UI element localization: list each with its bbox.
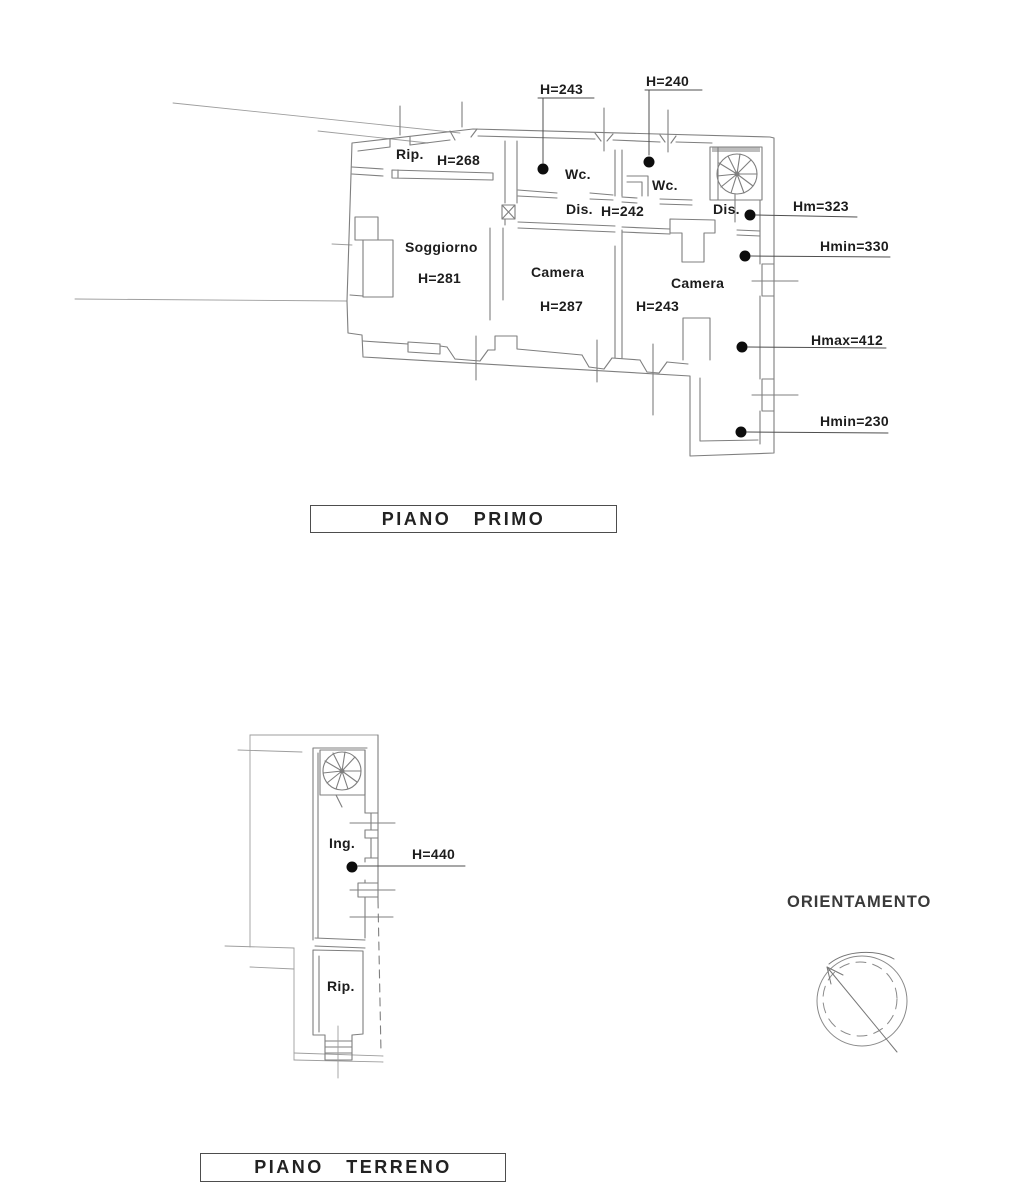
label-soggiorno: Soggiorno bbox=[405, 239, 478, 255]
compass-outer-circle bbox=[817, 956, 907, 1046]
closet-outline bbox=[670, 219, 715, 262]
label-rip-ground-floor: Rip. bbox=[327, 978, 355, 994]
dot-hmin230 bbox=[736, 427, 747, 438]
bottom-wall-windows bbox=[408, 336, 667, 415]
dot-h440 bbox=[347, 862, 358, 873]
dot-hm323 bbox=[745, 210, 756, 221]
label-camera-right: Camera bbox=[671, 275, 725, 291]
ground-floor-title-box bbox=[200, 1153, 506, 1182]
label-camera-center: Camera bbox=[531, 264, 585, 280]
label-hm323: Hm=323 bbox=[793, 198, 849, 214]
label-h243-camera: H=243 bbox=[636, 298, 680, 314]
orientation-label: ORIENTAMENTO bbox=[787, 893, 932, 911]
first-floor-plan bbox=[75, 90, 890, 456]
top-wall-windows bbox=[390, 102, 676, 152]
label-dis-right: Dis. bbox=[713, 201, 740, 217]
measurement-dots-first-floor bbox=[538, 157, 756, 438]
north-arrow bbox=[827, 952, 897, 1052]
boundary-lines-ground-floor bbox=[225, 735, 383, 1062]
label-h242: H=242 bbox=[601, 203, 645, 219]
ground-floor-title: PIANO TERRENO bbox=[254, 1157, 452, 1177]
dot-hmax412 bbox=[737, 342, 748, 353]
first-floor-title: PIANO PRIMO bbox=[381, 508, 546, 529]
label-h287: H=287 bbox=[540, 298, 584, 314]
label-h268: H=268 bbox=[437, 152, 481, 168]
label-ing: Ing. bbox=[329, 835, 356, 851]
label-wc-right: Wc. bbox=[652, 177, 678, 193]
label-wc-left: Wc. bbox=[565, 166, 591, 182]
boundary-lines-first-floor bbox=[75, 103, 460, 301]
compass-drawing bbox=[817, 952, 907, 1052]
label-hmin330: Hmin=330 bbox=[820, 238, 889, 254]
label-rip-first-floor: Rip. bbox=[396, 146, 424, 162]
label-h281: H=281 bbox=[418, 270, 462, 286]
leader-lines-first-floor bbox=[538, 90, 890, 433]
label-h240-top: H=240 bbox=[646, 73, 690, 89]
compass-inner-circle bbox=[823, 962, 897, 1036]
label-h243-top: H=243 bbox=[540, 81, 584, 97]
first-floor-title-box bbox=[310, 505, 617, 533]
label-hmin230: Hmin=230 bbox=[820, 413, 889, 429]
label-dis-center: Dis. bbox=[566, 201, 593, 217]
dot-h243-top bbox=[538, 164, 549, 175]
ground-floor-plan bbox=[225, 735, 465, 1078]
label-hmax412: Hmax=412 bbox=[811, 332, 884, 348]
right-wall-windows bbox=[752, 264, 798, 411]
entry-steps bbox=[325, 1026, 352, 1078]
dot-h240-top bbox=[644, 157, 655, 168]
door-symbol bbox=[502, 205, 515, 219]
label-h440: H=440 bbox=[412, 846, 456, 862]
spiral-staircase-ground-floor bbox=[320, 750, 365, 807]
dot-hmin330 bbox=[740, 251, 751, 262]
